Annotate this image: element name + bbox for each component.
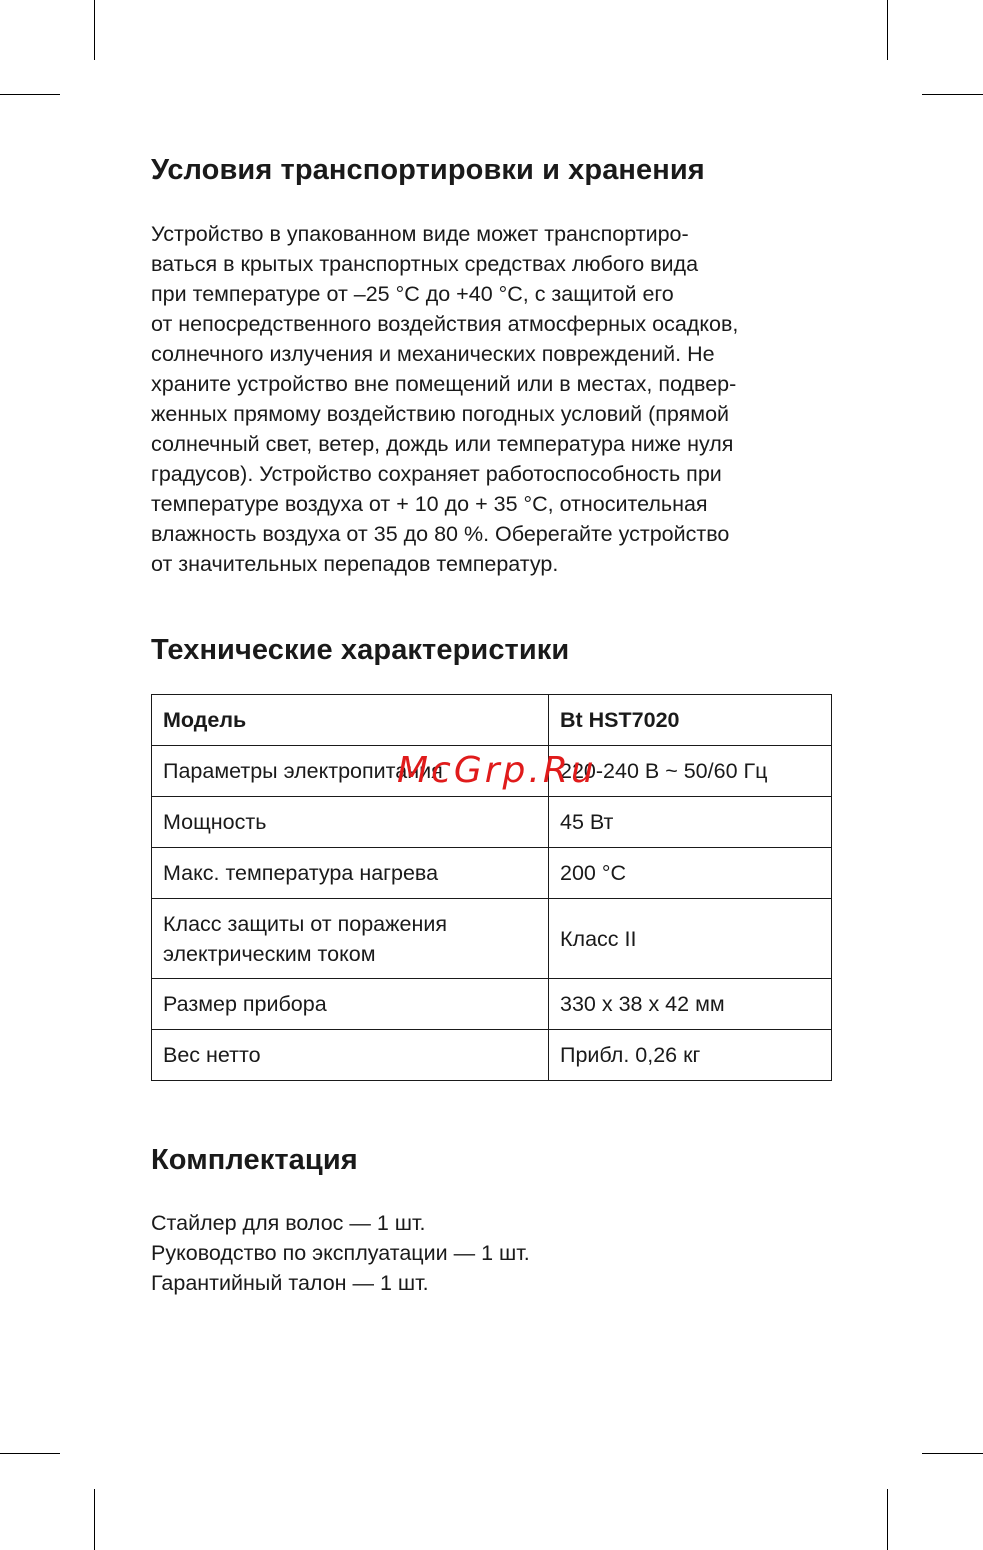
paragraph-line: температуре воздуха от + 10 до + 35 °C, относительная bbox=[151, 492, 708, 516]
spec-label: Модель bbox=[152, 695, 549, 746]
transport-heading: Условия транспортировки и хранения bbox=[151, 154, 705, 186]
spec-label: Класс защиты от поражения электрическим током bbox=[152, 899, 549, 979]
contents-heading: Комплектация bbox=[151, 1144, 358, 1176]
spec-value: 200 °C bbox=[549, 848, 832, 899]
spec-value: 45 Вт bbox=[549, 797, 832, 848]
paragraph-line: Устройство в упакованном виде может транспортиро- bbox=[151, 222, 689, 246]
spec-value: 220-240 В ~ 50/60 Гц bbox=[549, 746, 832, 797]
crop-mark-bottom-right-vertical bbox=[887, 1489, 888, 1550]
paragraph-line: от значительных перепадов температур. bbox=[151, 552, 559, 576]
crop-mark-bottom-left-vertical bbox=[94, 1489, 95, 1550]
crop-mark-top-left-horizontal bbox=[0, 94, 60, 95]
table-row bbox=[152, 979, 832, 1030]
spec-value: Класс II bbox=[549, 899, 832, 979]
crop-mark-top-left-vertical bbox=[94, 0, 95, 60]
paragraph-line: градусов). Устройство сохраняет работоспособность при bbox=[151, 462, 722, 486]
spec-label: Размер прибора bbox=[152, 979, 549, 1030]
crop-mark-bottom-right-horizontal bbox=[922, 1453, 983, 1454]
specs-heading: Технические характеристики bbox=[151, 634, 570, 666]
paragraph-line: храните устройство вне помещений или в местах, подвер- bbox=[151, 372, 737, 396]
paragraph-line: солнечный свет, ветер, дождь или температура ниже нуля bbox=[151, 432, 734, 456]
crop-mark-top-right-horizontal bbox=[922, 94, 983, 95]
paragraph-line: ваться в крытых транспортных средствах любого вида bbox=[151, 252, 699, 276]
crop-mark-bottom-left-horizontal bbox=[0, 1453, 60, 1454]
spec-value: 330 х 38 х 42 мм bbox=[549, 979, 832, 1030]
paragraph-line: от непосредственного воздействия атмосферных осадков, bbox=[151, 312, 739, 336]
spec-value: Прибл. 0,26 кг bbox=[549, 1030, 832, 1081]
table-row bbox=[152, 1030, 832, 1081]
contents-list bbox=[151, 1208, 530, 1298]
list-item: Гарантийный талон — 1 шт. bbox=[151, 1271, 429, 1295]
crop-mark-top-right-vertical bbox=[887, 0, 888, 60]
spec-value: Bt HST7020 bbox=[549, 695, 832, 746]
paragraph-line: влажность воздуха от 35 до 80 %. Оберегайте устройство bbox=[151, 522, 730, 546]
spec-label: Вес нетто bbox=[152, 1030, 549, 1081]
list-item: Стайлер для волос — 1 шт. bbox=[151, 1211, 426, 1235]
table-row bbox=[152, 797, 832, 848]
transport-paragraph bbox=[151, 219, 738, 579]
table-row bbox=[152, 899, 832, 979]
paragraph-line: при температуре от –25 °C до +40 °C, с защитой его bbox=[151, 282, 674, 306]
spec-label: Мощность bbox=[152, 797, 549, 848]
table-row bbox=[152, 695, 832, 746]
list-item: Руководство по эксплуатации — 1 шт. bbox=[151, 1241, 530, 1265]
spec-label: Макс. температура нагрева bbox=[152, 848, 549, 899]
paragraph-line: солнечного излучения и механических повреждений. Не bbox=[151, 342, 715, 366]
spec-label: Параметры электропитания bbox=[152, 746, 549, 797]
paragraph-line: женных прямому воздействию погодных условий (прямой bbox=[151, 402, 730, 426]
watermark: McGrp.Ru bbox=[397, 750, 597, 791]
table-row bbox=[152, 848, 832, 899]
